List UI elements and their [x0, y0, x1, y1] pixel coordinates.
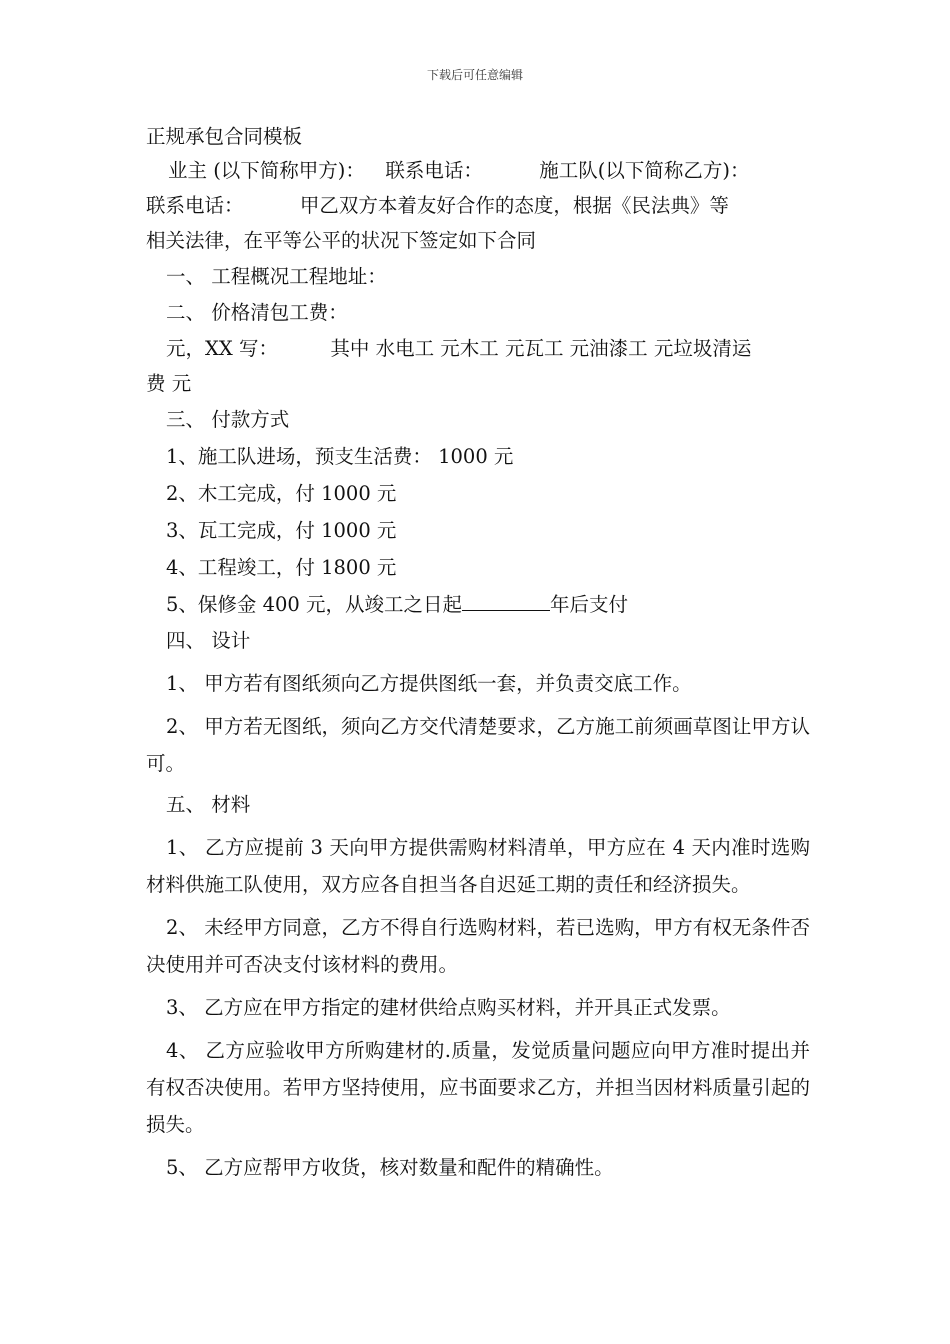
document-title: 正规承包合同模板 [146, 125, 303, 148]
intro-statement-a: 甲乙双方本着友好合作的态度，根据《民法典》等 [299, 194, 729, 217]
page-header-note: 下载后可任意编辑 [426, 68, 523, 82]
intro-line-2 [146, 193, 810, 219]
material-item-2: 2、 未经甲方同意，乙方不得自行选购材料，若已选购，甲方有权无条件否决使用并可否决支付该材料的费用。 [146, 916, 810, 976]
design-item-1: 1、 甲方若有图纸须向乙方提供图纸一套，并负责交底工作。 [166, 672, 692, 695]
payment-item-2: 2、木工完成，付 1000 元 [166, 482, 397, 505]
material-item-4: 4、 乙方应验收甲方所购建材的.质量，发觉质量问题应向甲方准时提出并有权否决使用。若甲方坚持使用，应书面要求乙方，并担当因材料质量引起的损失。 [146, 1039, 810, 1136]
section-2-title: 二、 价格清包工费： [166, 301, 348, 324]
team-phone-label: 联系电话： [146, 194, 244, 217]
payment-item-4: 4、工程竣工，付 1800 元 [166, 556, 397, 579]
contract-document [146, 124, 810, 1186]
material-item-5: 5、 乙方应帮甲方收货，核对数量和配件的精确性。 [166, 1156, 614, 1179]
owner-phone-label: 联系电话： [385, 159, 483, 182]
price-breakdown: 其中 水电工 元木工 元瓦工 元油漆工 元垃圾清运 [330, 337, 752, 360]
intro-line-1 [146, 158, 810, 184]
design-item-2: 2、 甲方若无图纸，须向乙方交代清楚要求，乙方施工前须画草图让甲方认可。 [146, 715, 810, 775]
team-label: 施工队(以下简称乙方)： [539, 159, 750, 182]
payment-item-5: 5、保修金 400 元，从竣工之日起 年后支付 [166, 593, 629, 616]
material-item-3: 3、 乙方应在甲方指定的建材供给点购买材料，并开具正式发票。 [166, 996, 731, 1019]
section-2-price-line [146, 336, 810, 362]
payment-item-1: 1、施工队进场，预支生活费： 1000 元 [166, 445, 514, 468]
price-amount-label: 元，XX 写： [166, 337, 278, 360]
payment-item-3: 3、瓦工完成，付 1000 元 [166, 519, 397, 542]
intro-statement-b: 相关法律，在平等公平的状况下签定如下合同 [146, 229, 537, 252]
price-breakdown-cont: 费 元 [146, 372, 192, 395]
section-1-title: 一、 工程概况工程地址： [166, 265, 387, 288]
blank-underline [462, 592, 550, 611]
material-item-1: 1、 乙方应提前 3 天向甲方提供需购材料清单，甲方应在 4 天内准时选购材料供施工队使用，双方应各自担当各自迟延工期的责任和经济损失。 [146, 836, 810, 896]
section-3-title: 三、 付款方式 [166, 408, 290, 431]
section-5-title: 五、 材料 [166, 793, 251, 816]
owner-label: 业主 (以下简称甲方)： [168, 159, 365, 182]
section-4-title: 四、 设计 [166, 629, 251, 652]
